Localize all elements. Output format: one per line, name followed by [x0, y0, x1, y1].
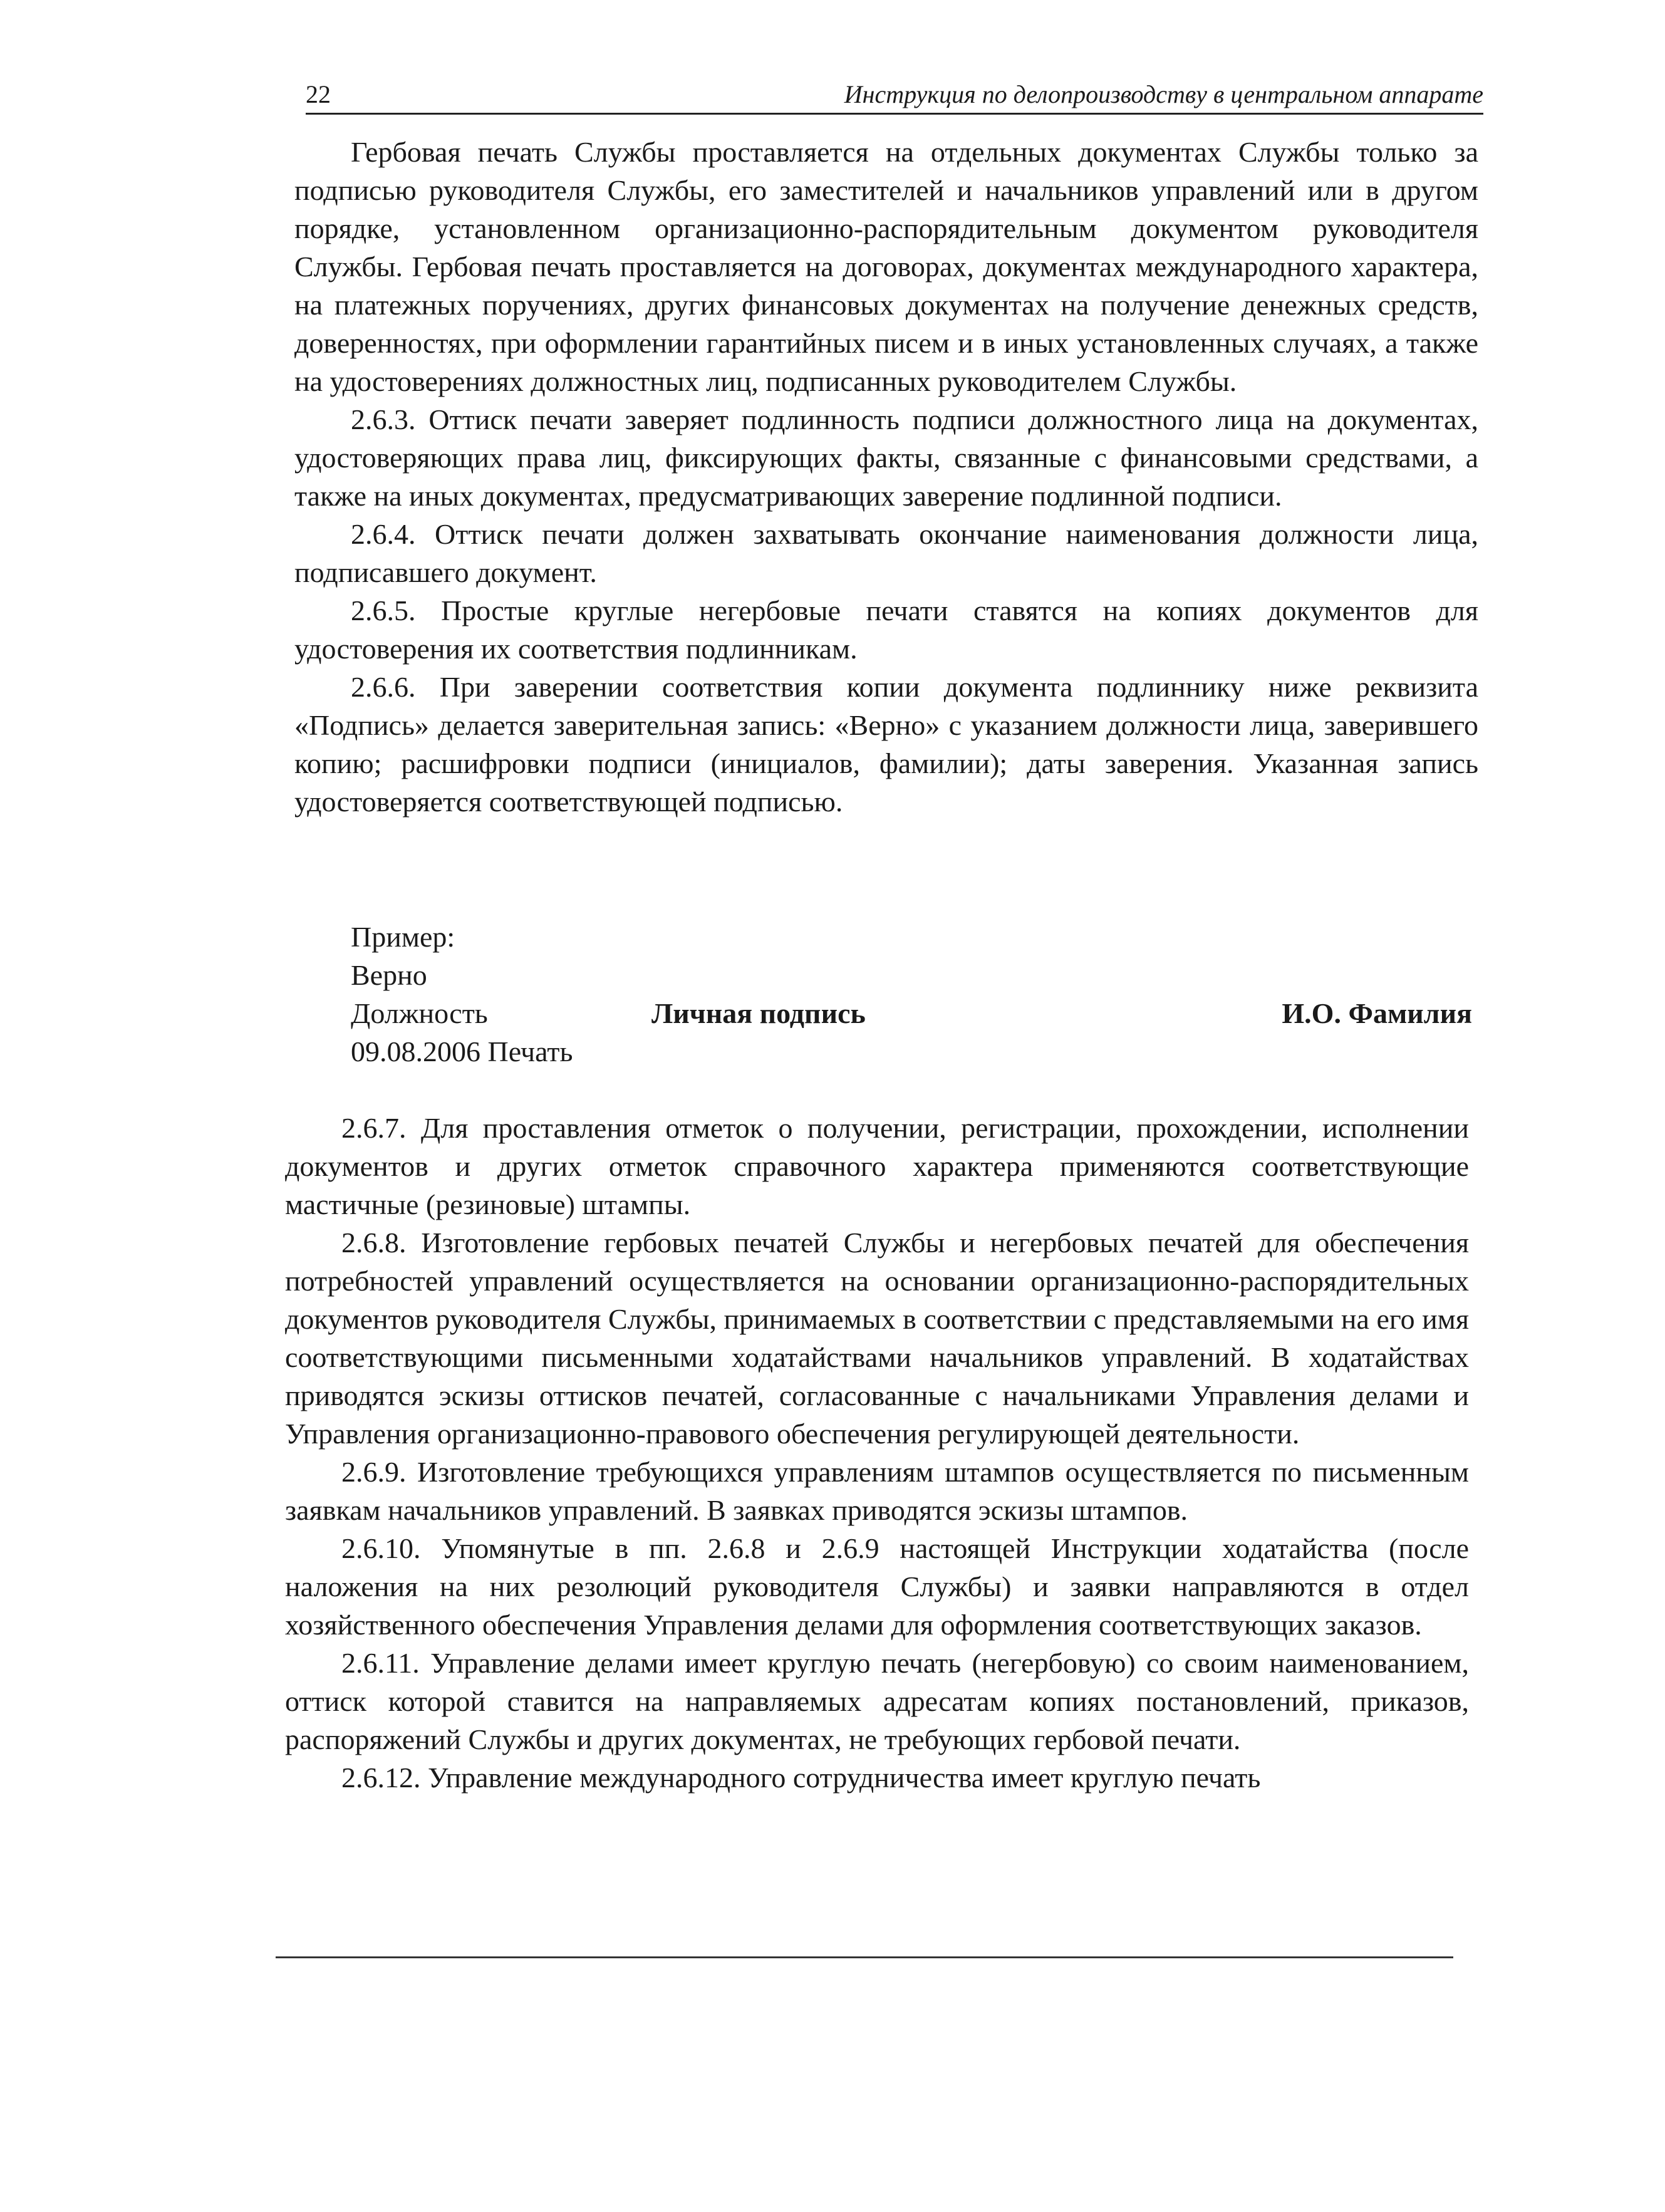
page-header [306, 74, 1483, 115]
paragraph-2-6-11: 2.6.11. Управление делами имеет круглую печать (негербовую) со своим наименованием, оттиск которой ставится на направляемых адресатам копиях постановлений, приказов, распоряжений Службы и других документах, не требующих гербовой печати. [285, 1647, 1469, 1755]
paragraph-2-6-10: 2.6.10. Упомянутые в пп. 2.6.8 и 2.6.9 настоящей Инструкции ходатайства (после наложения на них резолюций руководителя Службы) и заявки направляются в отдел хозяйственного обеспечения Управления делами для оформления соответствующих заказов. [285, 1532, 1469, 1641]
example-position: Должность [351, 997, 488, 1029]
footer-rule [276, 1956, 1453, 1958]
paragraph-2-6-5: 2.6.5. Простые круглые негербовые печати ставятся на копиях документов для удостоверения их соответствия подлинникам. [294, 595, 1478, 665]
paragraph-2-6-9: 2.6.9. Изготовление требующихся управлениям штампов осуществляется по письменным заявкам начальников управлений. В заявках приводятся эскизы штампов. [285, 1456, 1469, 1526]
paragraph-2-6-12: 2.6.12. Управление международного сотрудничества имеет круглую печать [341, 1762, 1261, 1794]
paragraph-2-6-8: 2.6.8. Изготовление гербовых печатей Службы и негербовых печатей для обеспечения потребностей управлений осуществляется на основании организационно-распорядительных документов руководителя Службы, принимаемых в соответствии с представляемыми на его имя соответствующими письменными ходатайствами начальников управлений. В ходатайствах приводятся эскизы оттисков печатей, согласованные с начальниками Управления делами и Управления организационно-правового обеспечения регулирующей деятельности. [285, 1227, 1469, 1450]
example-name: И.О. Фамилия [1282, 997, 1472, 1029]
example-signature: Личная подпись [651, 997, 866, 1029]
example-signature-row [351, 994, 1478, 1032]
running-title: Инструкция по делопроизводству в центральном аппарате [844, 80, 1483, 108]
page-number: 22 [306, 80, 331, 108]
upper-text [294, 133, 1478, 821]
certification-example [351, 918, 1478, 1071]
example-label: Пример: [351, 921, 455, 953]
paragraph-2-6-7: 2.6.7. Для проставления отметок о получении, регистрации, прохождении, исполнении документов и других отметок справочного характера применяются соответствующие мастичные (резиновые) штампы. [285, 1112, 1469, 1220]
lower-text [285, 1109, 1469, 1797]
example-verno: Верно [351, 959, 427, 991]
paragraph-herb-seal: Гербовая печать Службы проставляется на отдельных документах Службы только за подписью руководителя Службы, его заместителей и начальников управлений или в другом порядке, установленном организационно-распорядительным документом руководителя Службы. Гербовая печать проставляется на договорах, документах международного характера, на платежных поручениях, других финансовых документах на получение денежных средств, доверенностях, при оформлении гарантийных писем и в иных установленных случаях, а также на удостоверениях должностных лиц, подписанных руководителем Службы. [294, 136, 1478, 397]
paragraph-2-6-6: 2.6.6. При заверении соответствия копии документа подлиннику ниже реквизита «Подпись» делается заверительная запись: «Верно» с указанием должности лица, заверившего копию; расшифровки подписи (инициалов, фамилии); даты заверения. Указанная запись удостоверяется соответствующей подписью. [294, 671, 1478, 818]
paragraph-2-6-4: 2.6.4. Оттиск печати должен захватывать окончание наименования должности лица, подписавшего документ. [294, 518, 1478, 588]
example-date-seal: 09.08.2006 Печать [351, 1036, 573, 1067]
paragraph-2-6-3: 2.6.3. Оттиск печати заверяет подлинность подписи должностного лица на документах, удостоверяющих права лиц, фиксирующих факты, связанные с финансовыми средствами, а также на иных документах, предусматривающих заверение подлинной подписи. [294, 403, 1478, 512]
